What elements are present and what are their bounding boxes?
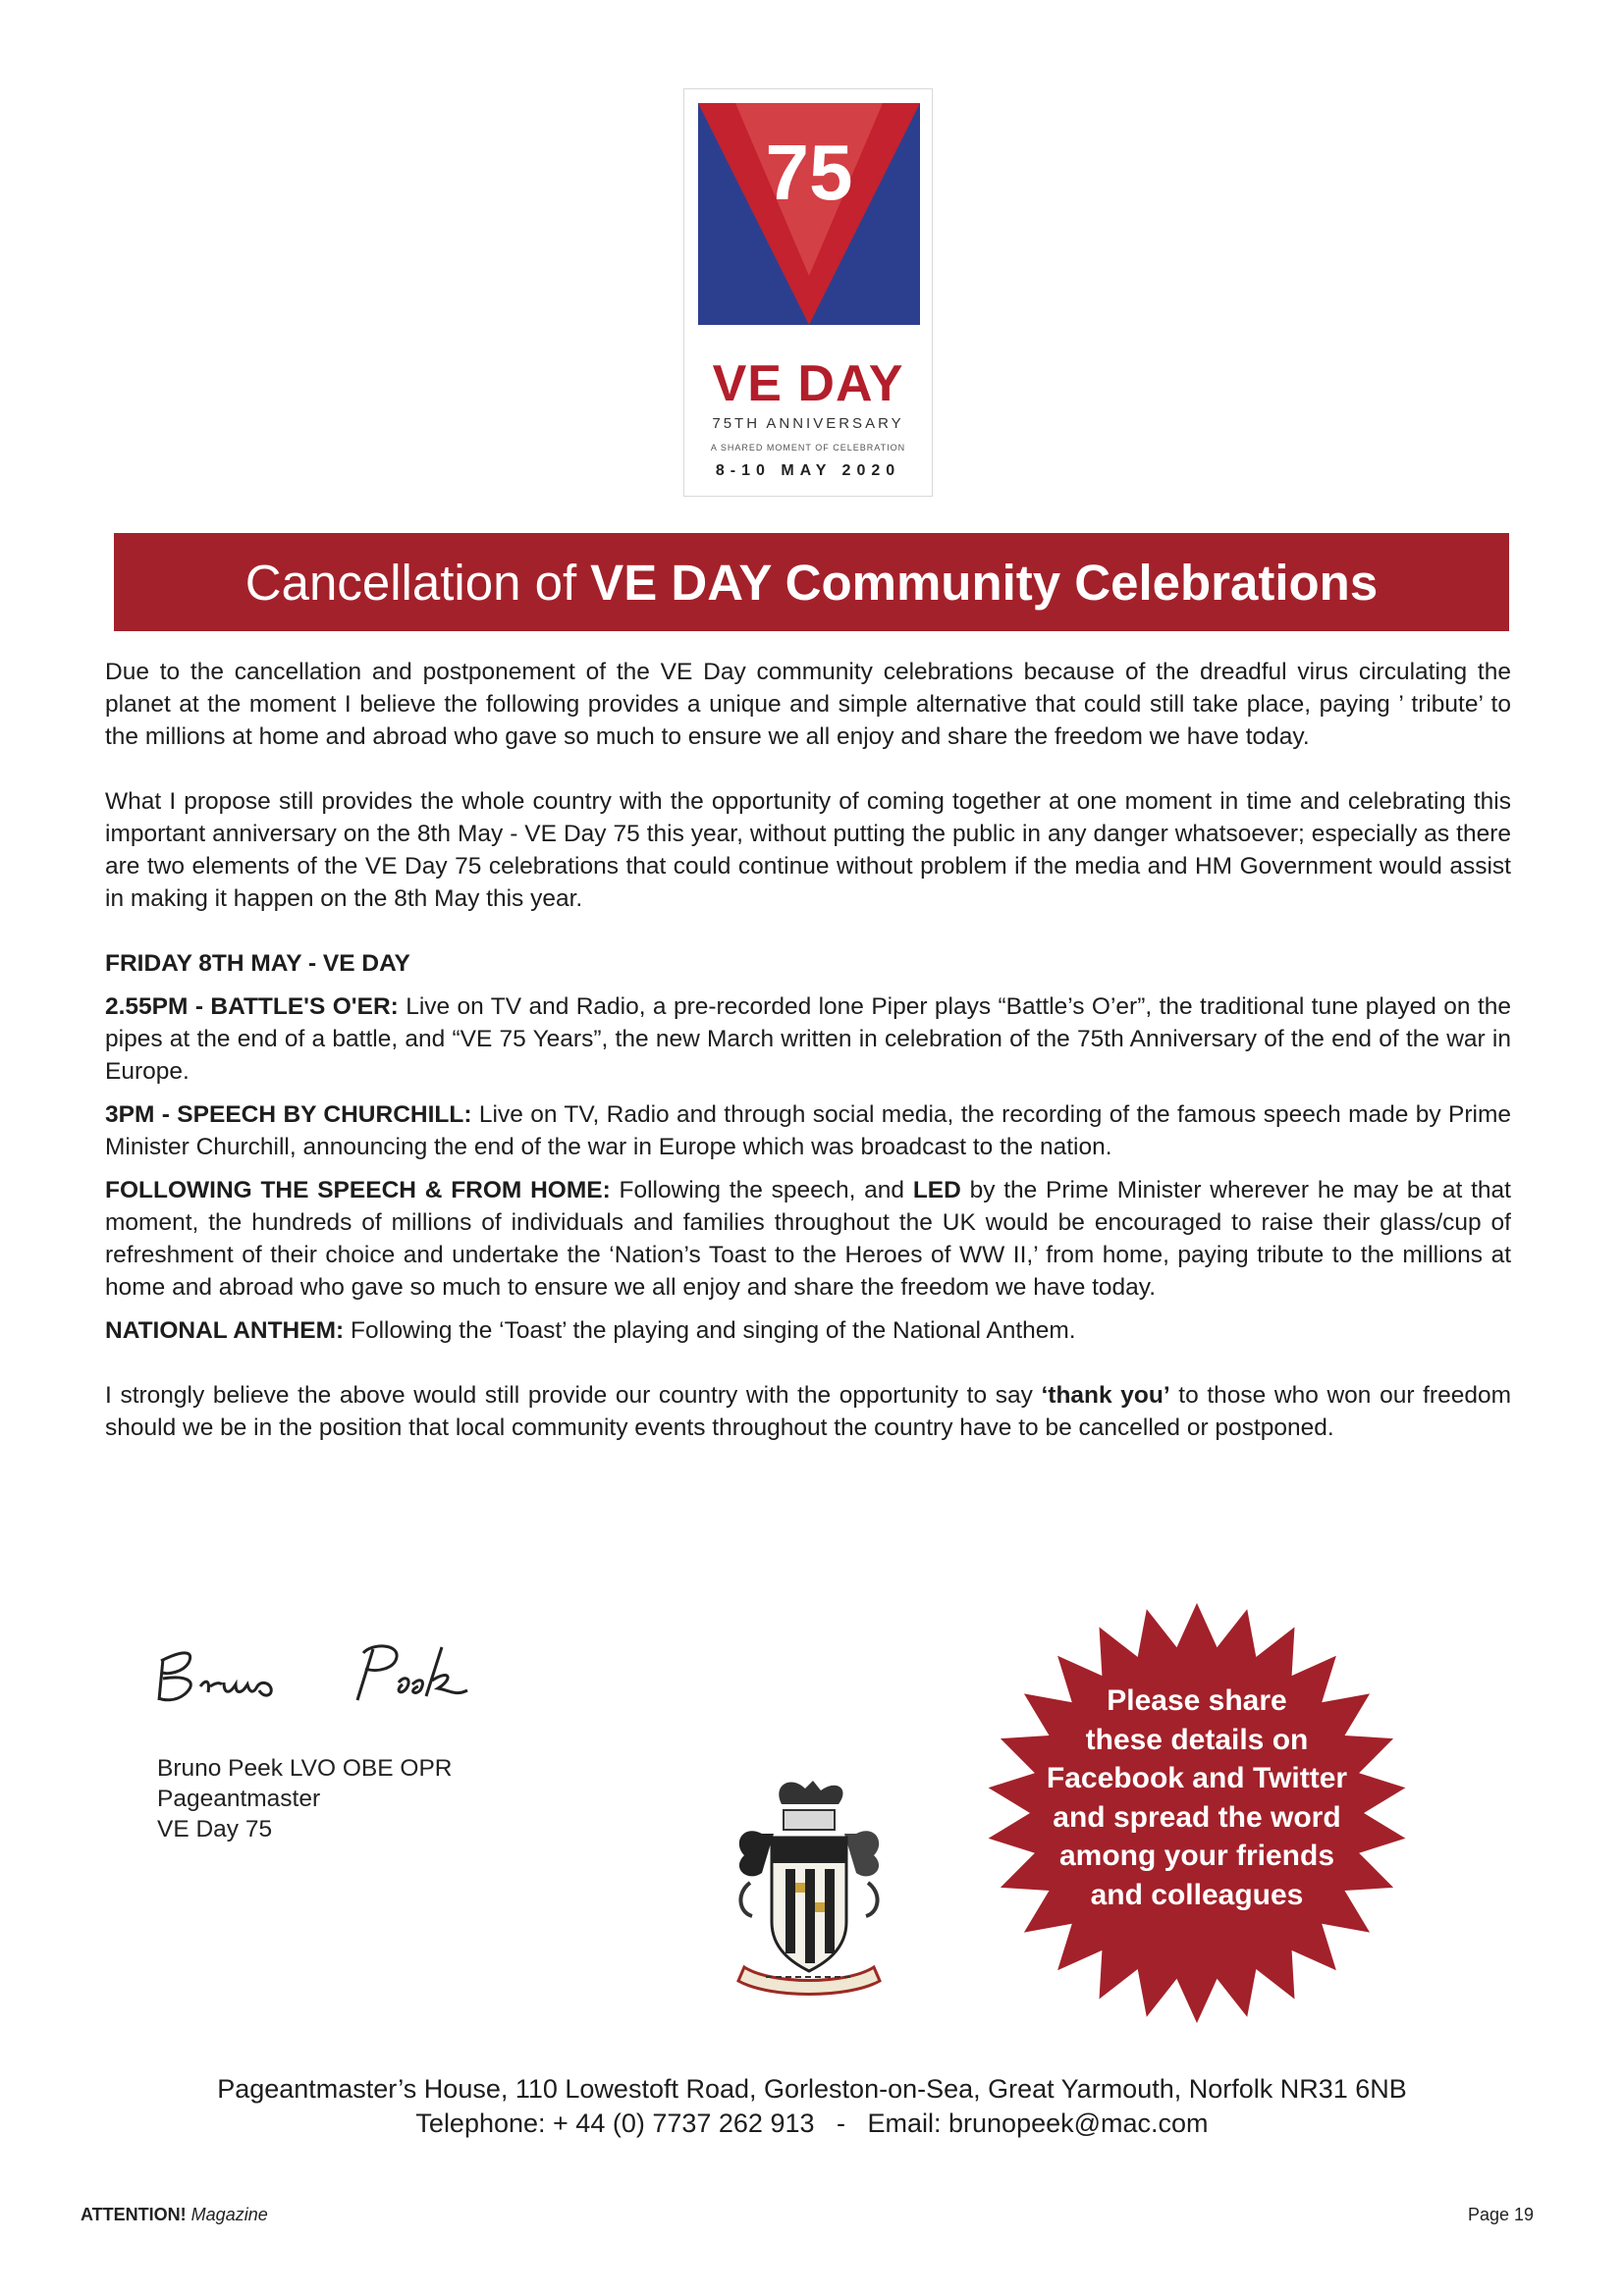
share-message — [1025, 1682, 1369, 1914]
item-text: by the Prime Minister wherever he may be at that moment, the hundreds of millions of individuals and families throughout the UK would be encouraged to raise their glass/cup of refreshment of their choice and undertake the ‘Nation’s Toast to the Heroes of WW II,’ from home, paying tribute to the millions at home and abroad who gave so much to ensure we all enjoy and share the freedom we have today. — [105, 1177, 1511, 1301]
share-line: and spread the word — [1053, 1800, 1341, 1834]
signature-block — [157, 1753, 452, 1844]
banner-emphasis: VE DAY Community Celebrations — [590, 554, 1379, 611]
contact-address — [0, 2072, 1624, 2141]
coat-of-arms-icon — [723, 1775, 895, 2001]
item-label: 2.55PM - BATTLE'S O'ER: — [105, 993, 399, 1020]
schedule-item-toast — [105, 1174, 1511, 1304]
logo-title: VE DAY — [712, 355, 904, 412]
magazine-footer — [81, 2205, 268, 2225]
signatory-org: VE Day 75 — [157, 1816, 273, 1842]
ve-day-emblem — [684, 89, 934, 498]
phone-email: Telephone: + 44 (0) 7737 262 913 - Email: brunopeek@mac.com — [415, 2109, 1209, 2138]
item-label: FOLLOWING THE SPEECH & FROM HOME: — [105, 1177, 611, 1203]
item-label: NATIONAL ANTHEM: — [105, 1317, 345, 1344]
item-text: Following the ‘Toast’ the playing and singing of the National Anthem. — [344, 1317, 1076, 1344]
share-line: among your friends — [1058, 1840, 1335, 1872]
schedule-heading: FRIDAY 8TH MAY - VE DAY — [105, 950, 410, 977]
share-line: Please share — [1107, 1684, 1287, 1717]
logo-dates: 8-10 MAY 2020 — [715, 462, 901, 479]
schedule-item-anthem — [105, 1314, 1511, 1347]
signatory-name: Bruno Peek LVO OBE OPR — [157, 1755, 453, 1782]
magazine-brand: ATTENTION! — [81, 2205, 187, 2224]
postal-address: Pageantmaster’s House, 110 Lowestoft Road, Gorleston-on-Sea, Great Yarmouth, Norfolk NR31 6NB — [217, 2074, 1407, 2104]
intro-paragraph: Due to the cancellation and postponement of the VE Day community celebrations because of the dreadful virus circulating the planet at the moment I believe the following provides a unique and simple alternative that could still take place, paying ’ tribute’ to the millions at home and abroad who gave so much to ensure we all enjoy and share the freedom we have today. — [105, 659, 1511, 750]
item-text: Live on TV and Radio, a pre-recorded lone Piper plays “Battle’s O’er”, the traditional tune played on the pipes at the end of a battle, and “VE 75 Years”, the new March written in celebration of the 75th Anniversary of the end of the war in Europe. — [105, 993, 1512, 1085]
ve-day-logo — [683, 88, 933, 497]
share-line: Facebook and Twitter — [1046, 1762, 1348, 1794]
share-line: these details on — [1085, 1723, 1309, 1756]
closing-paragraph: I strongly believe the above would still provide our country with the opportunity to say ‘thank you’ to those who won our freedom should we be in the position that local community events throughout the country have to be cancelled or postponed. — [105, 1382, 1511, 1441]
item-text: Following the speech, and — [610, 1177, 913, 1203]
page-number: Page 19 — [1467, 2205, 1534, 2224]
magazine-word: Magazine — [190, 2205, 268, 2224]
logo-tagline: A SHARED MOMENT OF CELEBRATION — [710, 443, 906, 453]
item-label: 3PM - SPEECH BY CHURCHILL: — [105, 1101, 472, 1128]
banner-prefix: Cancellation of — [244, 554, 577, 611]
emblem-number: 75 — [765, 129, 853, 216]
schedule-item-churchill-speech — [105, 1098, 1511, 1163]
signatory-role: Pageantmaster — [157, 1786, 321, 1812]
handwritten-signature — [155, 1639, 509, 1718]
item-led: LED — [912, 1177, 961, 1203]
article-body — [105, 656, 1511, 1444]
proposal-paragraph: What I propose still provides the whole country with the opportunity of coming together at one moment in time and celebrating this important anniversary on the 8th May - VE Day 75 this year, without putting the public in any danger whatsoever; especially as there are two elements of the VE Day 75 celebrations that could continue without problem if the media and HM Government would assist in making it happen on the 8th May this year. — [105, 788, 1511, 912]
logo-subtitle: 75TH ANNIVERSARY — [712, 415, 904, 432]
title-banner — [114, 533, 1509, 631]
item-text: Live on TV, Radio and through social media, the recording of the famous speech made by Prime Minister Churchill, announcing the end of the war in Europe which was broadcast to the nation. — [105, 1101, 1511, 1160]
schedule-item-battles-oer — [105, 990, 1511, 1088]
thank-you-emphasis: ‘thank you’ — [1041, 1382, 1170, 1409]
share-line: and colleagues — [1090, 1878, 1304, 1911]
